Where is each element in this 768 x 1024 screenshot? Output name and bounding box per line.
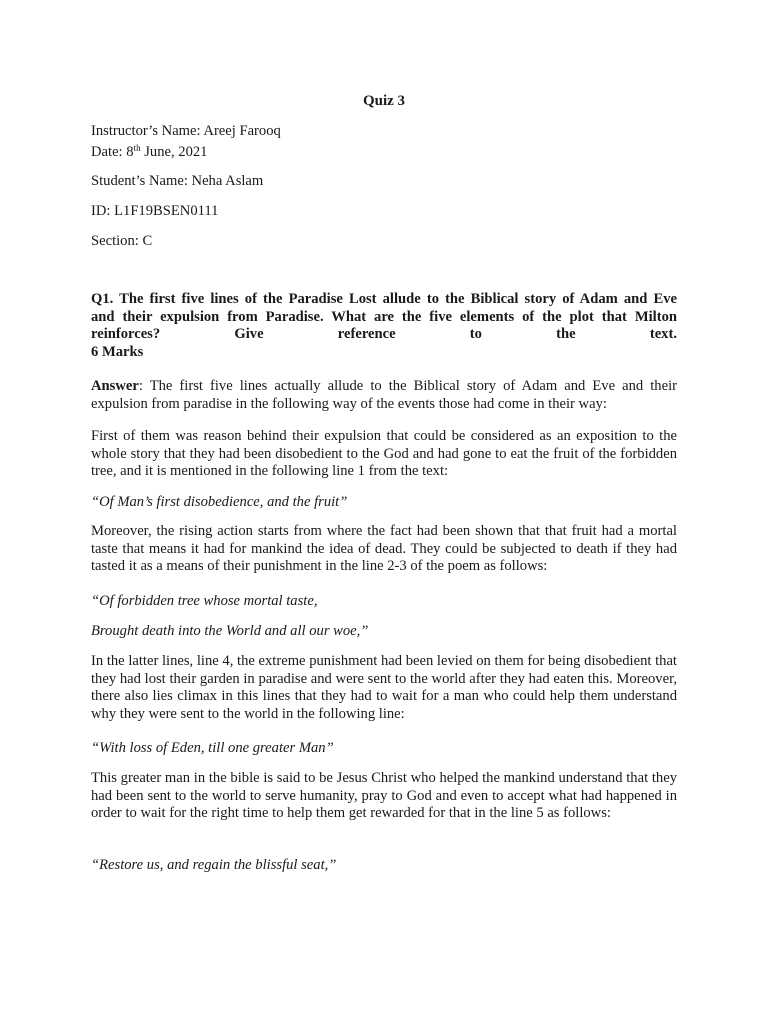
- answer-paragraph-1: First of them was reason behind their expulsion that could be considered as an exposition to the whole story that they had been disobedient to the God and had gone to eat the fruit of the forbidden tree, and it is mentioned in the following line 1 from the text:: [91, 428, 677, 479]
- section: Section: C: [91, 233, 153, 249]
- quote-line-2: “Of forbidden tree whose mortal taste,: [91, 593, 318, 609]
- quote-line-3: Brought death into the World and all our woe,”: [91, 623, 369, 639]
- student-name: Student’s Name: Neha Aslam: [91, 173, 264, 189]
- date-prefix: Date: 8: [91, 144, 134, 160]
- question-marks: 6 Marks: [91, 343, 144, 360]
- answer-intro: [91, 378, 677, 413]
- student-id: ID: L1F19BSEN0111: [91, 203, 219, 219]
- date-suffix: June, 2021: [140, 144, 208, 160]
- document-page: [91, 0, 677, 1024]
- answer-intro-text: : The first five lines actually allude to the Biblical story of Adam and Eve and their expulsion from paradise in the following way of the events those had come in their way:: [91, 378, 677, 412]
- answer-label: Answer: [91, 378, 139, 394]
- quote-line-4: “With loss of Eden, till one greater Man”: [91, 740, 334, 756]
- page-title: Quiz 3: [362, 93, 406, 109]
- question-line-2: and their expulsion from Paradise. What are the five elements of the plot that Milton: [91, 308, 677, 325]
- question-line-1: Q1. The first five lines of the Paradise Lost allude to the Biblical story of Adam and Eve: [91, 291, 677, 307]
- date-line: [91, 144, 207, 162]
- question-line-3: reinforces? Give reference to the text.: [91, 326, 677, 342]
- instructor-name: Instructor’s Name: Areej Farooq: [91, 123, 281, 139]
- answer-paragraph-3: In the latter lines, line 4, the extreme punishment had been levied on them for being disobedient that they had lost their garden in paradise and were sent to the world after they had eaten this. Moreover, there also lies climax in this lines that they had to wait for a man who could help them understand why they were sent to the world in the following line:: [91, 653, 677, 722]
- quote-line-5: “Restore us, and regain the blissful seat,”: [91, 857, 337, 873]
- answer-paragraph-4: This greater man in the bible is said to be Jesus Christ who helped the mankind understand that they had been sent to the world to serve humanity, pray to God and even to accept what had happened in order to wait for the right time to help them get rewarded for that in the line 5 as follows:: [91, 770, 677, 821]
- answer-paragraph-2: Moreover, the rising action starts from where the fact had been shown that that fruit had a mortal taste that means it had for mankind the idea of dead. They could be subjected to death if they had tasted it as a means of their punishment in the line 2-3 of the poem as follows:: [91, 523, 677, 574]
- quote-line-1: “Of Man’s first disobedience, and the fruit”: [91, 494, 348, 510]
- date-superscript: th: [133, 143, 141, 153]
- question-text: [91, 291, 677, 361]
